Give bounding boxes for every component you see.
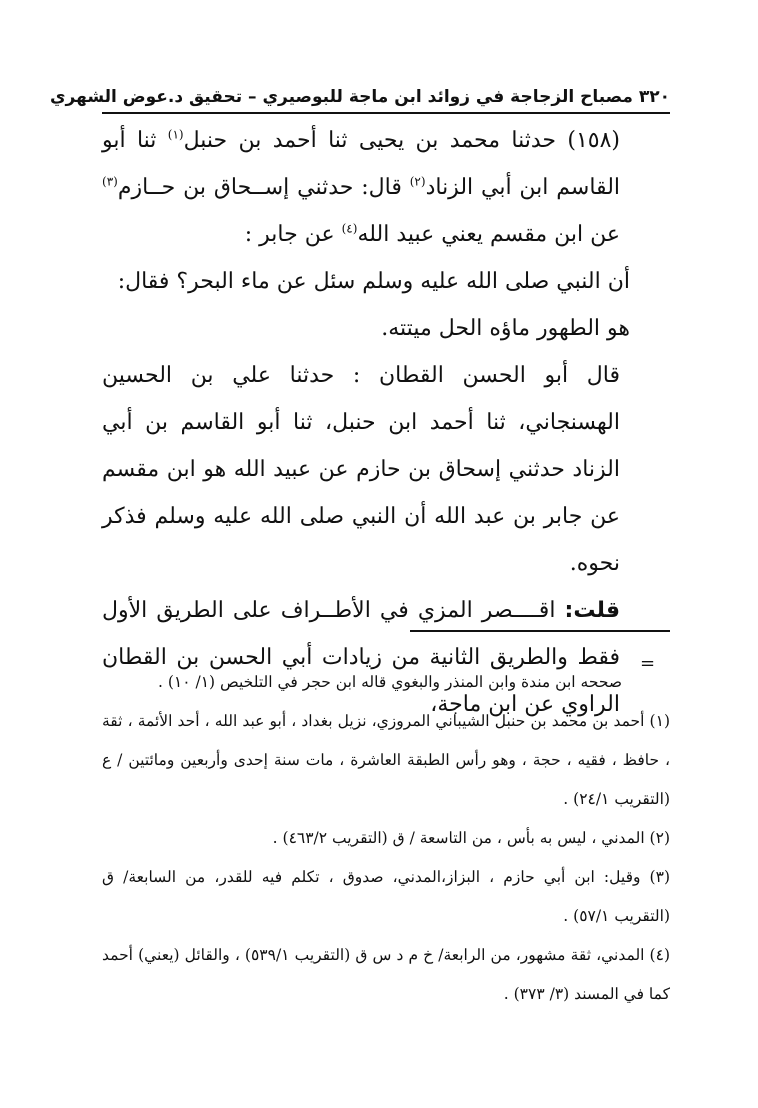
footnote-ref-2: (٢) bbox=[409, 174, 426, 189]
footnote-ref-3: (٣) bbox=[102, 174, 118, 189]
footnote-continuation: صححه ابن مندة وابن المنذر والبغوي قاله ابن حجر في التلخيص (١/ ١٠) . bbox=[158, 673, 622, 691]
qult-text: اقــــصر المزي في الأطــراف على الطريق الأول فقط والطريق الثانية من زيادات أبي الحسن بن القطان الراوي عن ابن ماجة، bbox=[102, 598, 620, 717]
footnotes bbox=[102, 663, 670, 1014]
hadith-matn-line-2: هو الطهور ماؤه الحل ميتته. bbox=[381, 316, 630, 341]
running-head: ٣٢٠ مصباح الزجاجة في زوائد ابن ماجة للبوصيري – تحقيق د.عوض الشهري bbox=[49, 87, 670, 107]
footnote-1: (١) أحمد بن محمد بن حنبل الشيباني المروزي، نزيل بغداد ، أبو عبد الله ، أحد الأئمة ، ثقة ، حافظ ، فقيه ، حجة ، وهو رأس الطبقة العاشرة ، مات سنة إحدى وأربعين ومائتين / ع (التقريب ٢٤/١) . bbox=[102, 712, 670, 808]
isnad-part-d: عن ابن مقسم يعني عبيد الله bbox=[357, 222, 620, 247]
footnote-2: (٢) المدني ، ليس به بأس ، من التاسعة / ق (التقريب ٤٦٣/٢) . bbox=[272, 829, 670, 847]
qattan-paragraph: قال أبو الحسن القطان : حدثنا علي بن الحسين الهسنجاني، ثنا أحمد ابن حنبل، ثنا أبو القاسم بن أبي الزناد حدثني إسحاق بن حازم عن عبيد الله هو ابن مقسم عن جابر بن عبد الله أن النبي صلى الله عليه وسلم فذكر نحوه. bbox=[102, 363, 620, 576]
footnote-ref-4: (٤) bbox=[341, 221, 358, 236]
main-text bbox=[102, 117, 670, 728]
hadith-isnad bbox=[102, 117, 670, 258]
isnad-part-a: (١٥٨) حدثنا محمد بن يحيى ثنا أحمد بن حنبل bbox=[183, 128, 620, 153]
continuation-mark: = bbox=[640, 653, 656, 674]
isnad-part-c: قال: حدثني إســحاق بن حــازم bbox=[117, 175, 410, 200]
isnad-part-e: عن جابر : bbox=[244, 222, 342, 247]
footnote-ref-1: (١) bbox=[167, 127, 184, 142]
footnote-3: (٣) وقيل: ابن أبي حازم ، البزاز،المدني، صدوق ، تكلم فيه للقدر، من السابعة/ ق (التقريب ٥٧/١) . bbox=[102, 868, 670, 925]
footnote-4: (٤) المدني، ثقة مشهور، من الرابعة/ خ م د س ق (التقريب ٥٣٩/١) ، والقائل (يعني) أحمد كما في المسند (٣/ ٣٧٣) . bbox=[102, 946, 670, 1003]
isnad-part-b: ثنا أبو القاسم ابن أبي الزناد bbox=[102, 128, 621, 200]
qult-label: قلت: bbox=[564, 598, 620, 623]
footnote-separator bbox=[410, 630, 670, 632]
header-rule bbox=[102, 112, 670, 114]
hadith-matn-line-1: أن النبي صلى الله عليه وسلم سئل عن ماء البحر؟ فقال: bbox=[117, 269, 630, 294]
